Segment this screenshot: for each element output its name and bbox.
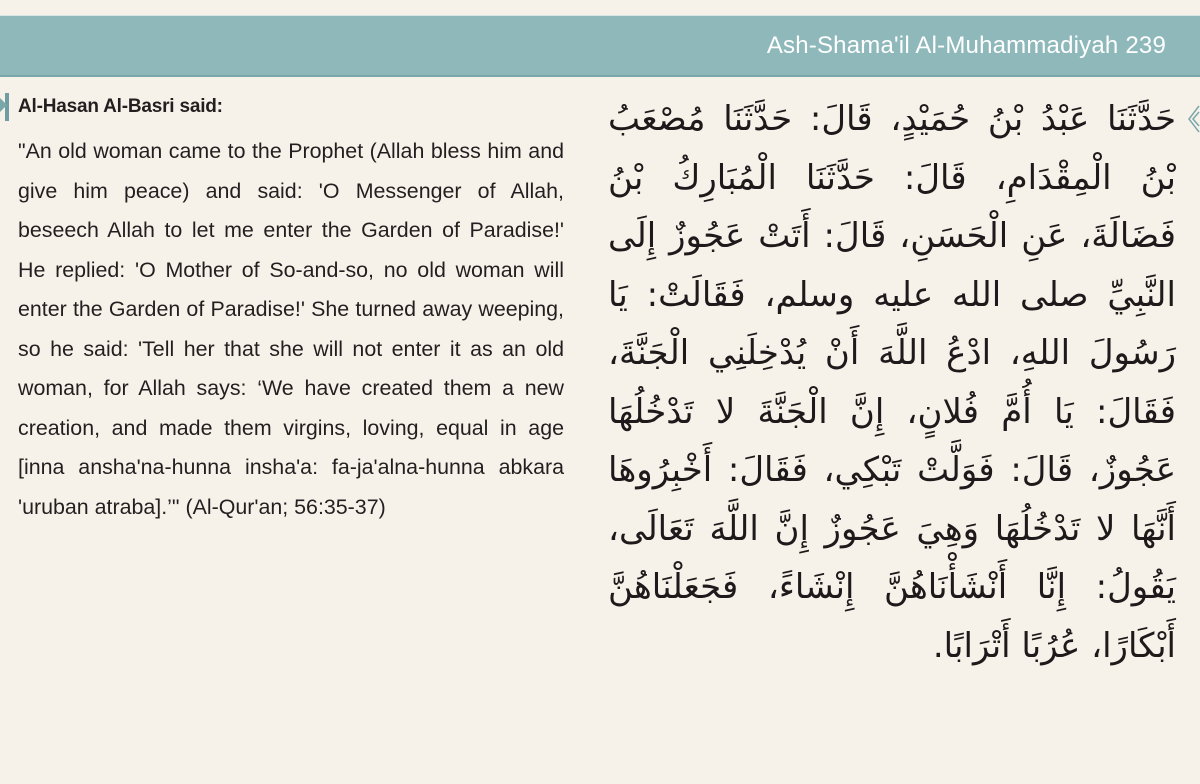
page-header xyxy=(0,15,1200,77)
arabic-hadith-text: حَدَّثَنَا عَبْدُ بْنُ حُمَيْدٍ، قَالَ: حَدَّثَنَا مُصْعَبُ بْنُ الْمِقْدَامِ، قَالَ: حَدَّثَنَا الْمُبَارِكُ بْنُ فَضَالَةَ، عَنِ الْحَسَنِ، قَالَ: أَتَتْ عَجُوزٌ إِلَى النَّبِيِّ صلى الله عليه وسلم، فَقَالَتْ: يَا رَسُولَ اللهِ، ادْعُ اللَّهَ أَنْ يُدْخِلَنِي الْجَنَّةَ، فَقَالَ: يَا أُمَّ فُلانٍ، إِنَّ الْجَنَّةَ لا تَدْخُلُهَا عَجُوزٌ، قَالَ: فَوَلَّتْ تَبْكِي، فَقَالَ: أَخْبِرُوهَا أَنَّهَا لا تَدْخُلُهَا وَهِيَ عَجُوزٌ إِنَّ اللَّهَ تَعَالَى، يَقُولُ: إِنَّا أَنْشَأْنَاهُنَّ إِنْشَاءً، فَجَعَلْنَاهُنَّ أَبْكَارًا، عُرُبًا أَتْرَابًا. xyxy=(608,99,1176,666)
translation-paragraph: "An old woman came to the Prophet (Allah bless him and give him peace) and said: 'O Messenger of Allah, beseech Allah to let me enter the Garden of Paradise!' He replied: 'O Mother of So-and-so, no old woman will enter the Garden of Paradise!' She turned away weeping, so he said: 'Tell her that she will not enter it as an old woman, for Allah says: ‘We have created them a new creation, and made them virgins, loving, equal in age [inna ansha'na-hunna insha'a: fa-ja'alna-hunna abkara 'uruban atraba].’" (Al-Qur'an; 56:35-37) xyxy=(18,139,564,519)
book-title-page-number: Ash-Shama'il Al-Muhammadiyah 239 xyxy=(766,32,1166,59)
ornament-icon xyxy=(0,98,8,112)
ornament-icon xyxy=(1186,104,1200,134)
english-translation xyxy=(18,96,564,527)
top-strip xyxy=(0,0,1200,15)
narrator-heading: Al-Hasan Al-Basri said: xyxy=(18,96,223,117)
